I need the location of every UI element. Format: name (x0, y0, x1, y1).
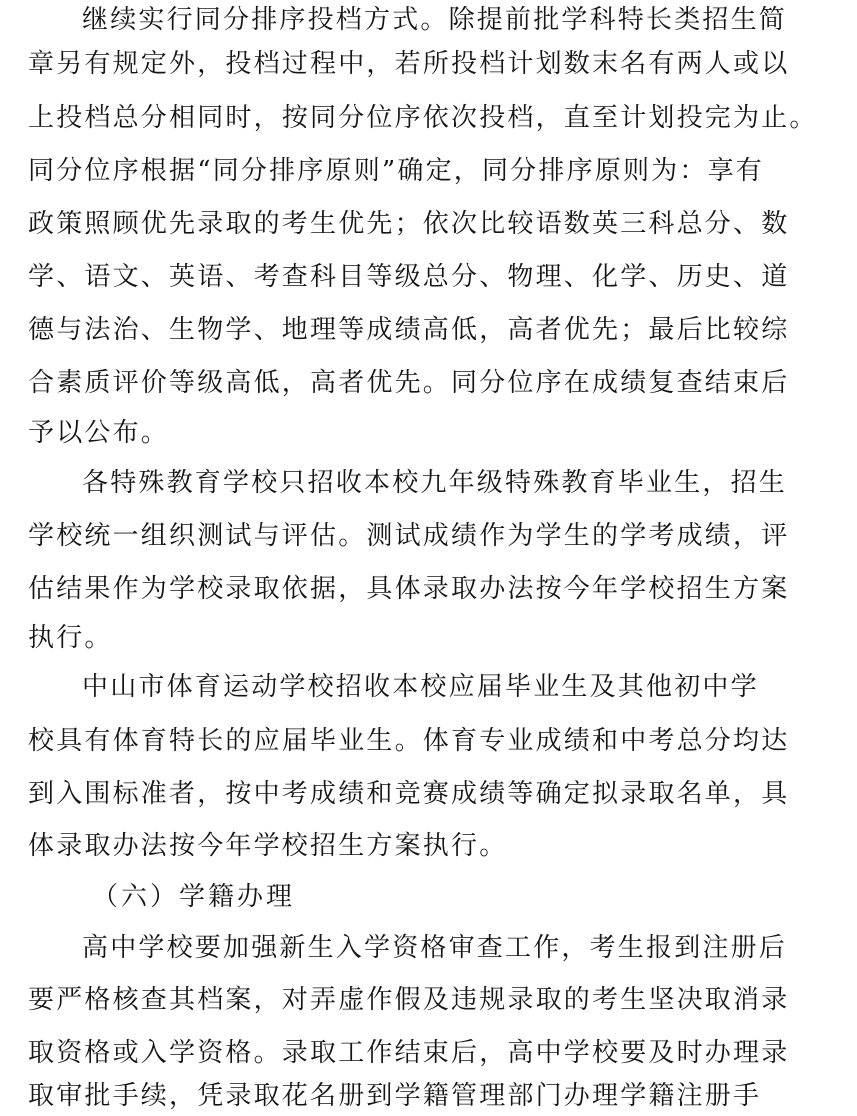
paragraph-line: 中山市体育运动学校招收本校应届毕业生及其他初中学 (82, 672, 759, 702)
paragraph-line: 予以公布。 (28, 418, 170, 448)
section-heading: （六）学籍办理 (92, 882, 296, 912)
paragraph-line: 要严格核查其档案，对弄虚作假及违规录取的考生坚决取消录 (28, 985, 790, 1015)
paragraph-line: 到入围标准者，按中考成绩和竞赛成绩等确定拟录取名单，具 (28, 779, 790, 809)
paragraph-line: 章另有规定外，投档过程中，若所投档计划数末名有两人或以 (28, 49, 790, 79)
paragraph-line: 各特殊教育学校只招收本校九年级特殊教育毕业生，招生 (82, 468, 788, 498)
paragraph-line: 高中学校要加强新生入学资格审查工作，考生报到注册后 (82, 933, 788, 963)
paragraph-line: 执行。 (28, 623, 113, 653)
paragraph-line: 学、语文、英语、考查科目等级总分、物理、化学、历史、道 (28, 262, 790, 292)
paragraph-line: 校具有体育特长的应届毕业生。体育专业成绩和中考总分均达 (28, 726, 790, 756)
paragraph-line: 体录取办法按今年学校招生方案执行。 (28, 831, 508, 861)
paragraph-line: 继续实行同分排序投档方式。除提前批学科特长类招生简 (82, 5, 788, 35)
paragraph-line: 上投档总分相同时，按同分位序依次投档，直至计划投完为止。 (28, 103, 818, 133)
paragraph-line: 同分位序根据“同分排序原则”确定，同分排序原则为：享有 (28, 156, 764, 186)
paragraph-line: 估结果作为学校录取依据，具体录取办法按今年学校招生方案 (28, 574, 790, 604)
paragraph-line: 取审批手续，凭录取花名册到学籍管理部门办理学籍注册手 (28, 1081, 762, 1111)
paragraph-line: 学校统一组织测试与评估。测试成绩作为学生的学考成绩，评 (28, 521, 790, 551)
paragraph-line: 取资格或入学资格。录取工作结束后，高中学校要及时办理录 (28, 1038, 790, 1068)
paragraph-line: 德与法治、生物学、地理等成绩高低，高者优先；最后比较综 (28, 315, 790, 345)
paragraph-line: 政策照顾优先录取的考生优先；依次比较语数英三科总分、数 (28, 209, 790, 239)
paragraph-line: 合素质评价等级高低，高者优先。同分位序在成绩复查结束后 (28, 368, 790, 398)
